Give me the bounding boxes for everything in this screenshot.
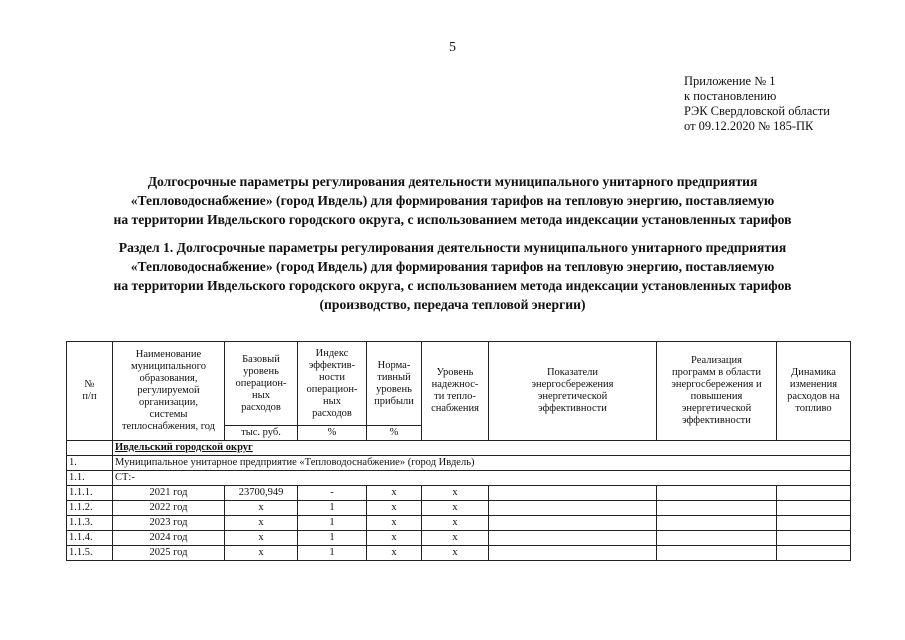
row-program <box>657 531 777 546</box>
row-num: 1.1.3. <box>67 516 113 531</box>
row-energy <box>489 546 657 561</box>
appendix-line: от 09.12.2020 № 185-ПК <box>684 119 814 133</box>
org-num: 1. <box>67 456 113 471</box>
header-reliability: Уровень надежнос- ти тепло- снабжения <box>422 342 489 441</box>
row-index: - <box>298 486 367 501</box>
page-number: 5 <box>449 40 456 55</box>
row-profit: x <box>367 486 422 501</box>
row-energy <box>489 531 657 546</box>
title-line: Долгосрочные параметры регулирования деятельности муниципального унитарного предприятия <box>147 174 758 189</box>
unit-base: тыс. руб. <box>225 426 298 441</box>
row-base: 23700,949 <box>225 486 298 501</box>
row-year: 2023 год <box>113 516 225 531</box>
table-header-row <box>67 342 851 426</box>
region-cell <box>113 441 851 456</box>
row-profit: x <box>367 516 422 531</box>
row-energy <box>489 486 657 501</box>
row-index: 1 <box>298 501 367 516</box>
title-line: на территории Ивдельского городского округа, с использованием метода индексации установленных тарифов <box>113 212 792 227</box>
row-num: 1.1.1. <box>67 486 113 501</box>
row-reliability: x <box>422 516 489 531</box>
title-line: «Тепловодоснабжение» (город Ивдель) для формирования тарифов на тепловую энергию, поставляемую <box>130 193 775 208</box>
row-year: 2022 год <box>113 501 225 516</box>
row-fuel <box>777 486 851 501</box>
unit-index: % <box>298 426 367 441</box>
table-row <box>67 531 851 546</box>
appendix-note <box>684 74 830 134</box>
section-line: Раздел 1. Долгосрочные параметры регулирования деятельности муниципального унитарного предприятия <box>118 240 787 255</box>
appendix-line: РЭК Свердловской области <box>684 104 830 118</box>
unit-profit: % <box>367 426 422 441</box>
row-base: x <box>225 531 298 546</box>
row-base: x <box>225 516 298 531</box>
header-profit: Норма- тивный уровень прибыли <box>367 342 422 426</box>
row-index: 1 <box>298 516 367 531</box>
row-fuel <box>777 501 851 516</box>
row-year: 2024 год <box>113 531 225 546</box>
row-num: 1.1.5. <box>67 546 113 561</box>
row-index: 1 <box>298 546 367 561</box>
row-fuel <box>777 516 851 531</box>
header-program: Реализация программ в области энергосбережения и повышения энергетической эффективности <box>657 342 777 441</box>
org-name: Муниципальное унитарное предприятие «Тепловодоснабжение» (город Ивдель) <box>113 456 851 471</box>
region-name: Ивдельский городской округ <box>115 442 253 453</box>
row-num: 1.1.4. <box>67 531 113 546</box>
row-energy <box>489 501 657 516</box>
system-num: 1.1. <box>67 471 113 486</box>
row-num: 1.1.2. <box>67 501 113 516</box>
region-num <box>67 441 113 456</box>
header-fuel: Динамика изменения расходов на топливо <box>777 342 851 441</box>
row-year: 2021 год <box>113 486 225 501</box>
row-year: 2025 год <box>113 546 225 561</box>
row-program <box>657 501 777 516</box>
row-profit: x <box>367 546 422 561</box>
system-row <box>67 471 851 486</box>
document-title <box>40 172 865 229</box>
header-num: № п/п <box>67 342 113 441</box>
header-index: Индекс эффектив- ности операцион- ных расходов <box>298 342 367 426</box>
row-fuel <box>777 531 851 546</box>
row-base: x <box>225 546 298 561</box>
appendix-line: к постановлению <box>684 89 777 103</box>
section-title <box>40 238 865 314</box>
header-base: Базовый уровень операцион- ных расходов <box>225 342 298 426</box>
org-row <box>67 456 851 471</box>
row-program <box>657 546 777 561</box>
appendix-line: Приложение № 1 <box>684 74 776 88</box>
table-row <box>67 516 851 531</box>
table-row <box>67 486 851 501</box>
row-reliability: x <box>422 501 489 516</box>
row-reliability: x <box>422 486 489 501</box>
row-profit: x <box>367 501 422 516</box>
row-program <box>657 516 777 531</box>
row-program <box>657 486 777 501</box>
row-reliability: x <box>422 546 489 561</box>
header-name: Наименование муниципального образования, регулируемой организации, системы теплоснабжения, год <box>113 342 225 441</box>
region-row <box>67 441 851 456</box>
row-energy <box>489 516 657 531</box>
section-line: (производство, передача тепловой энергии) <box>319 297 586 312</box>
row-profit: x <box>367 531 422 546</box>
row-index: 1 <box>298 531 367 546</box>
row-reliability: x <box>422 531 489 546</box>
table-row <box>67 546 851 561</box>
section-line: на территории Ивдельского городского округа, с использованием метода индексации установленных тарифов <box>113 278 792 293</box>
parameters-table <box>66 341 851 561</box>
row-base: x <box>225 501 298 516</box>
section-line: «Тепловодоснабжение» (город Ивдель) для формирования тарифов на тепловую энергию, поставляемую <box>130 259 775 274</box>
table-row <box>67 501 851 516</box>
system-name: СТ:- <box>113 471 851 486</box>
header-energy: Показатели энергосбережения энергетической эффективности <box>489 342 657 441</box>
row-fuel <box>777 546 851 561</box>
